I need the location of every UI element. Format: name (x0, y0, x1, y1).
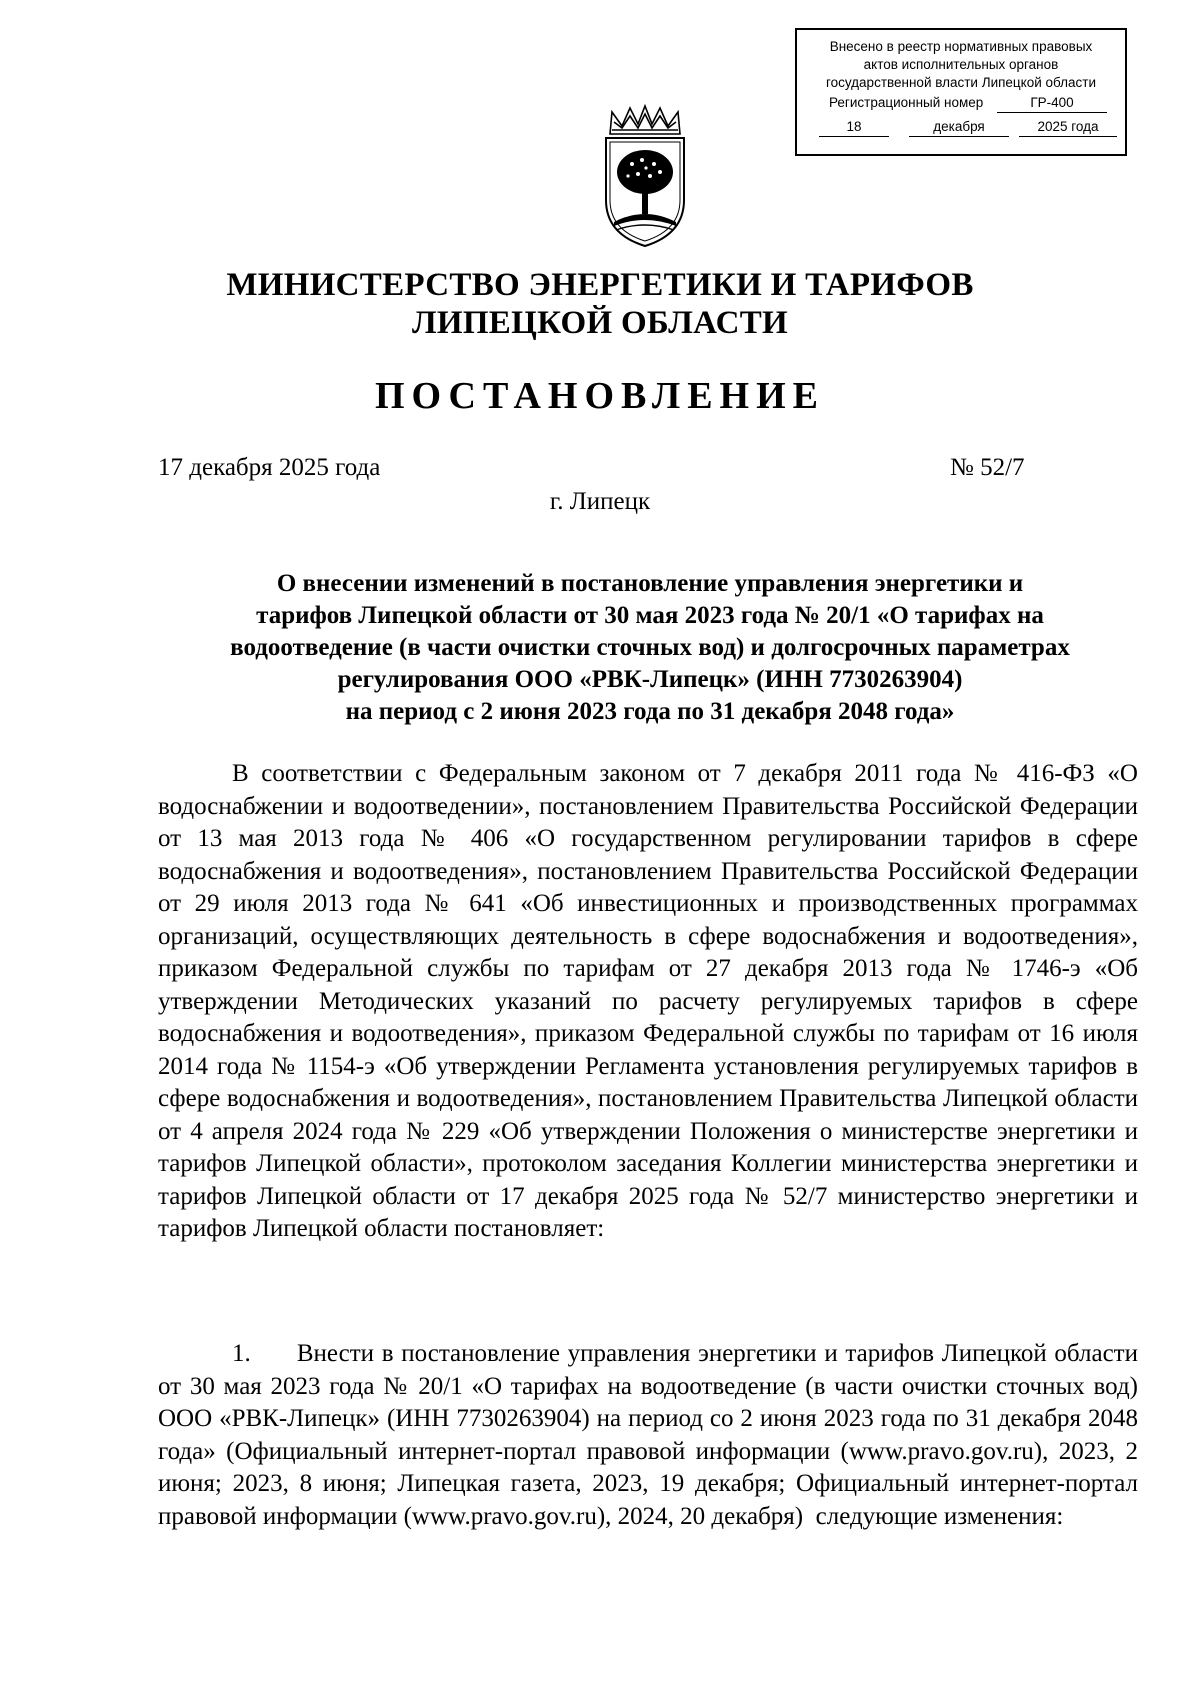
subject-line-2: тарифов Липецкой области от 30 мая 2023 года № 20/1 «О тарифах на (256, 602, 1044, 629)
subject-line-1: О внесении изменений в постановление управления энергетики и (276, 570, 1024, 597)
subject-line-5: на период с 2 июня 2023 года по 31 декабря 2048 года» (345, 698, 955, 725)
ministry-title-line-2: ЛИПЕЦКОЙ ОБЛАСТИ (411, 305, 789, 341)
coat-of-arms-icon (602, 104, 688, 252)
document-date: 17 декабря 2025 года (158, 454, 381, 481)
document-city: г. Липецк (549, 488, 651, 515)
document-subject (160, 568, 1140, 728)
stamp-registration-row (797, 94, 1125, 114)
subject-line-3: водоотведение (в части очистки сточных вод) и долгосрочных параметрах (230, 634, 1070, 661)
stamp-registration-number: ГР-400 (997, 94, 1107, 113)
stamp-line-3: государственной власти Липецкой области (825, 75, 1097, 90)
subject-line-4: регулирования ООО «РВК-Липецк» (ИНН 7730263904) (337, 666, 963, 693)
body-paragraph-preamble: В соответствии с Федеральным законом от 7 декабря 2011 года № 416-ФЗ «О водоснабжении и водоотведении», постановлением Правительства Российской Федерации от 13 мая 2013 года № 406 «О государственном регулировании тарифов в сфере водоснабжения и водоотведения», постановлением Правительства Российской Федерации от 29 июля 2013 года № 641 «Об инвестиционных и производственных программах организаций, осуществляющих деятельность в сфере водоснабжения и водоотведения», приказом Федеральной службы по тарифам от 27 декабря 2013 года № 1746-э «Об утверждении Методических указаний по расчету регулируемых тарифов в сфере водоснабжения и водоотведения», приказом Федеральной службы по тарифам от 16 июля 2014 года № 1154-э «Об утверждении Регламента установления регулируемых тарифов в сфере водоснабжения и водоотведения», постановлением Правительства Липецкой области от 4 апреля 2024 года № 229 «Об утверждении Положения о министерстве энергетики и тарифов Липецкой области», протоколом заседания Коллегии министерства энергетики и тарифов Липецкой области от 17 декабря 2025 года № 52/7 министерство энергетики и тарифов Липецкой области постановляет: (158, 760, 1138, 1242)
document-type: ПОСТАНОВЛЕНИЕ (374, 375, 826, 417)
stamp-year: 2025 года (1019, 118, 1117, 137)
stamp-line-2: актов исполнительных органов (863, 57, 1059, 72)
ministry-title (0, 266, 1200, 342)
stamp-registration-label: Регистрационный номер (829, 95, 984, 110)
registry-stamp (795, 28, 1127, 156)
stamp-month: декабря (909, 118, 1009, 137)
document-number: № 52/7 (950, 454, 1025, 481)
stamp-day: 18 (819, 118, 889, 137)
stamp-line-1: Внесено в реестр нормативных правовых (829, 39, 1093, 54)
body-paragraph-item-1: 1. Внести в постановление управления энергетики и тарифов Липецкой области от 30 мая 2023 года № 20/1 «О тарифах на водоотведение (в части очистки сточных вод) ООО «РВК-Липецк» (ИНН 7730263904) на период со 2 июня 2023 года по 31 декабря 2048 года» (Официальный интернет-портал правовой информации (www.pravo.gov.ru), 2023, 2 июня; 2023, 8 июня; Липецкая газета, 2023, 19 декабря; Официальный интернет-портал правовой информации (www.pravo.gov.ru), 2024, 20 декабря) следующие изменения: (158, 1340, 1145, 1530)
ministry-title-line-1: МИНИСТЕРСТВО ЭНЕРГЕТИКИ И ТАРИФОВ (226, 267, 974, 303)
stamp-date-row (797, 118, 1125, 138)
